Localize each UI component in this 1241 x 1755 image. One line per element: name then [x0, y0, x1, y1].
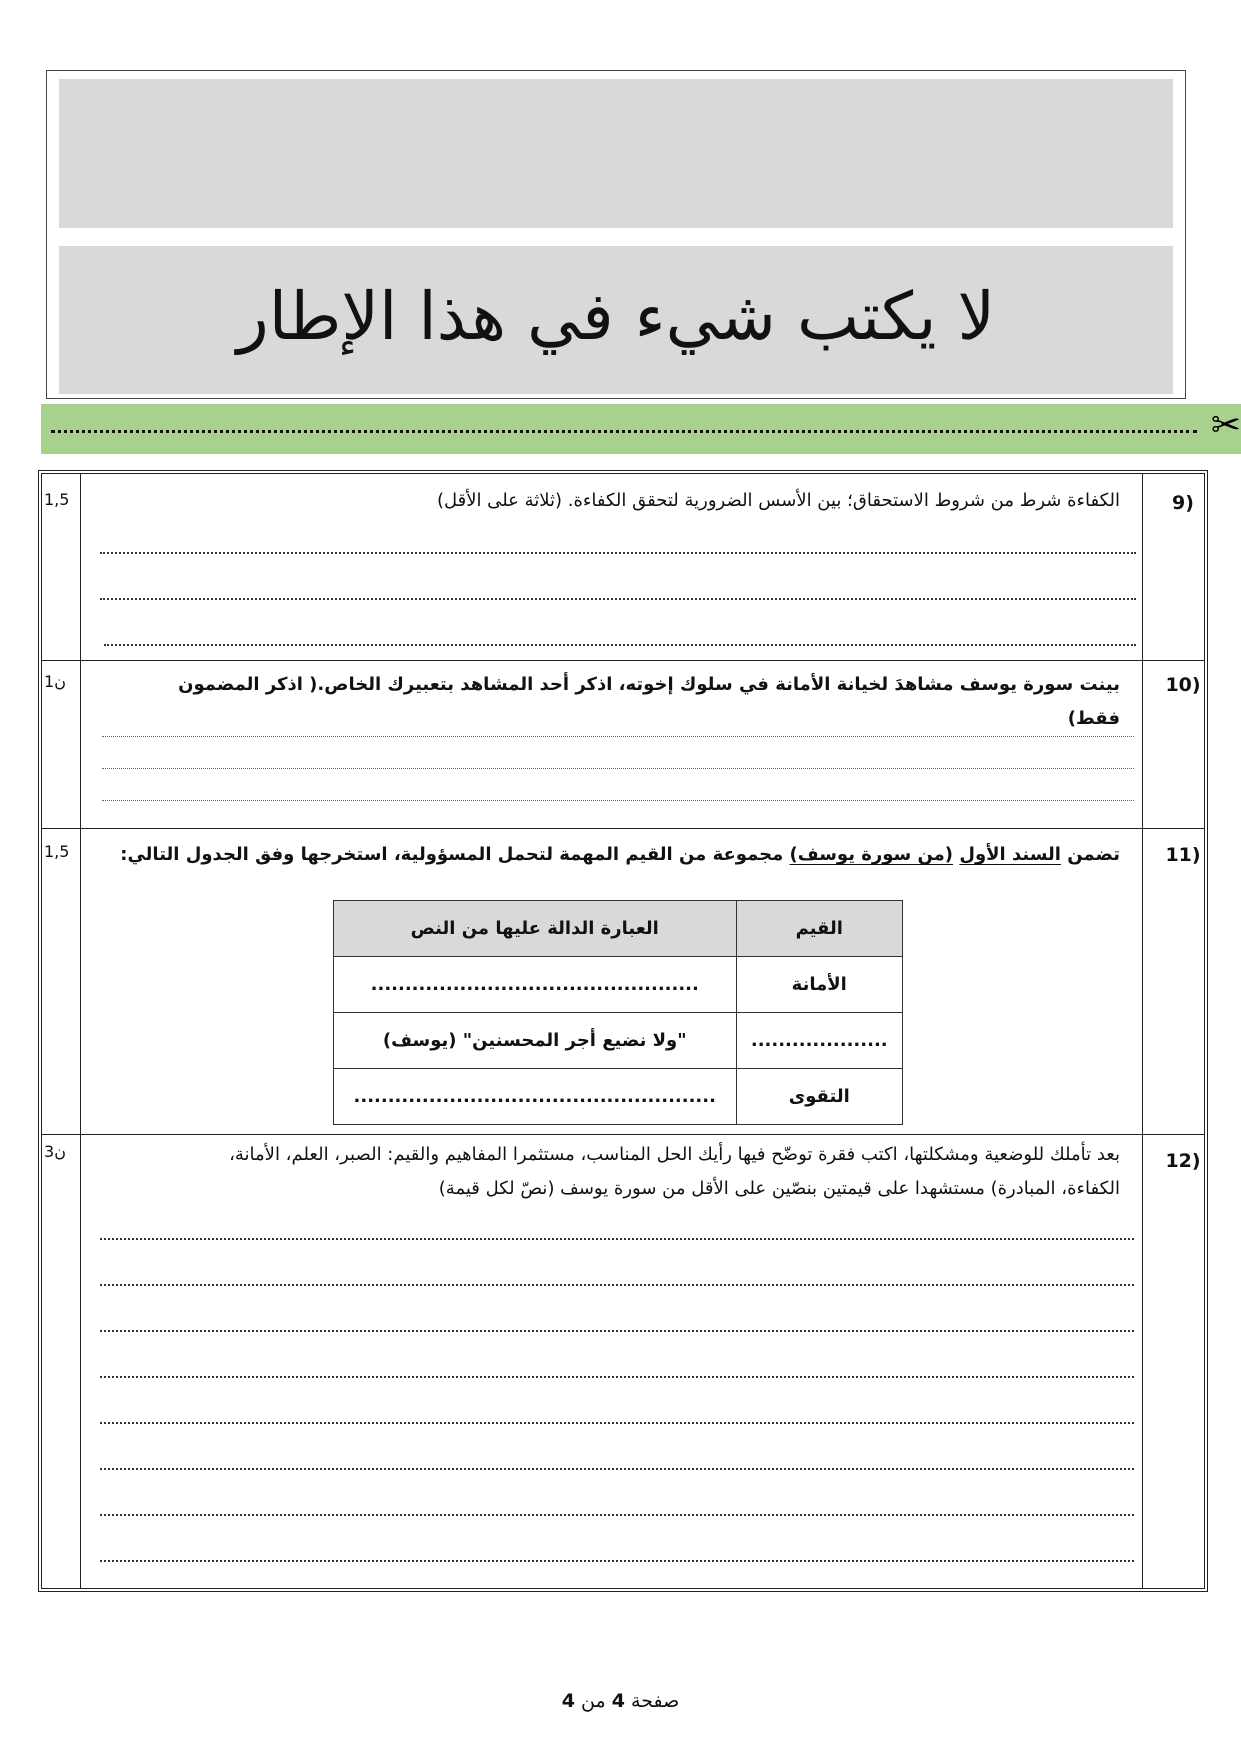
page-number [0, 1690, 1241, 1712]
question-number: 11) [1165, 844, 1201, 866]
answer-line[interactable] [104, 644, 1136, 646]
page-middle: من [575, 1690, 612, 1712]
phrase-cell[interactable]: ................................................ [334, 957, 737, 1013]
question-mark: 1,5 [44, 490, 70, 509]
answer-line[interactable] [100, 1514, 1134, 1516]
header-phrase: العبارة الدالة عليها من النص [334, 901, 737, 957]
answer-line[interactable] [100, 1422, 1134, 1424]
question-text-line: الكفاءة، المبادرة) مستشهدا على قيمتين بنصّين على الأقل من سورة يوسف (نصّ لكل قيمة) [438, 1178, 1120, 1199]
answer-line[interactable] [102, 800, 1134, 801]
cut-dotted-line [51, 430, 1197, 433]
answer-line[interactable] [100, 1284, 1134, 1286]
mark-column-divider [80, 474, 81, 1588]
answer-line[interactable] [102, 768, 1134, 769]
page-current: 4 [611, 1690, 625, 1712]
reserved-frame-title: لا يكتب شيء في هذا الإطار [236, 277, 996, 355]
question-mark: 1ن [44, 672, 66, 691]
question-text: الكفاءة شرط من شروط الاستحقاق؛ بين الأسس الضرورية لتحقق الكفاءة. (ثلاثة على الأقل) [436, 490, 1120, 511]
value-cell[interactable]: .................... [736, 1013, 903, 1069]
surah-reference: (من سورة يوسف) [789, 844, 954, 865]
reserved-area-bottom [59, 246, 1173, 394]
question-number: 10) [1165, 674, 1201, 696]
reserved-area-top [59, 79, 1173, 228]
table-row [334, 1069, 903, 1125]
cut-line-strip [41, 404, 1241, 454]
source-reference: السند الأول [959, 844, 1061, 865]
question-number: 9) [1172, 492, 1194, 514]
table-row [334, 1013, 903, 1069]
values-table-header [334, 901, 903, 957]
question-text-part: تضمن [1060, 844, 1120, 865]
page-total: 4 [561, 1690, 575, 1712]
answer-line[interactable] [102, 736, 1134, 737]
answer-line[interactable] [100, 1238, 1134, 1240]
answer-line[interactable] [100, 1376, 1134, 1378]
answer-line[interactable] [100, 1468, 1134, 1470]
scissors-icon: ✂ [1210, 405, 1241, 446]
header-values: القيم [736, 901, 903, 957]
values-table [333, 900, 903, 1125]
question-number: 12) [1165, 1150, 1201, 1172]
question-text-part: مجموعة من القيم المهمة لتحمل المسؤولية، استخرجها وفق الجدول التالي: [120, 844, 790, 865]
answer-line[interactable] [100, 1330, 1134, 1332]
question-mark: 1,5 [44, 842, 70, 861]
question-text-line: بعد تأملك للوضعية ومشكلتها، اكتب فقرة توضّح فيها رأيك الحل المناسب، مستثمرا المفاهيم والقيم: الصبر، العلم، الأمانة، [229, 1144, 1120, 1165]
question-text [120, 838, 1120, 872]
value-cell: الأمانة [736, 957, 903, 1013]
question-text: بينت سورة يوسف مشاهدَ لخيانة الأمانة في سلوك إخوته، اذكر أحد المشاهد بتعبيرك الخاص.( اذكر المضمون فقط) [178, 674, 1120, 729]
row-divider [42, 660, 1204, 661]
phrase-cell[interactable]: ..................................................... [334, 1069, 737, 1125]
phrase-cell: "ولا نضيع أجر المحسنين" (يوسف) [334, 1013, 737, 1069]
reserved-frame [46, 70, 1186, 399]
number-column-divider [1142, 474, 1143, 1588]
question-mark: 3ن [44, 1142, 66, 1161]
row-divider [42, 828, 1204, 829]
answer-line[interactable] [100, 1560, 1134, 1562]
questions-table [38, 470, 1208, 1592]
answer-line[interactable] [100, 552, 1136, 554]
value-cell: التقوى [736, 1069, 903, 1125]
page-prefix: صفحة [624, 1690, 680, 1712]
row-divider [42, 1134, 1204, 1135]
table-row [334, 957, 903, 1013]
answer-line[interactable] [100, 598, 1136, 600]
